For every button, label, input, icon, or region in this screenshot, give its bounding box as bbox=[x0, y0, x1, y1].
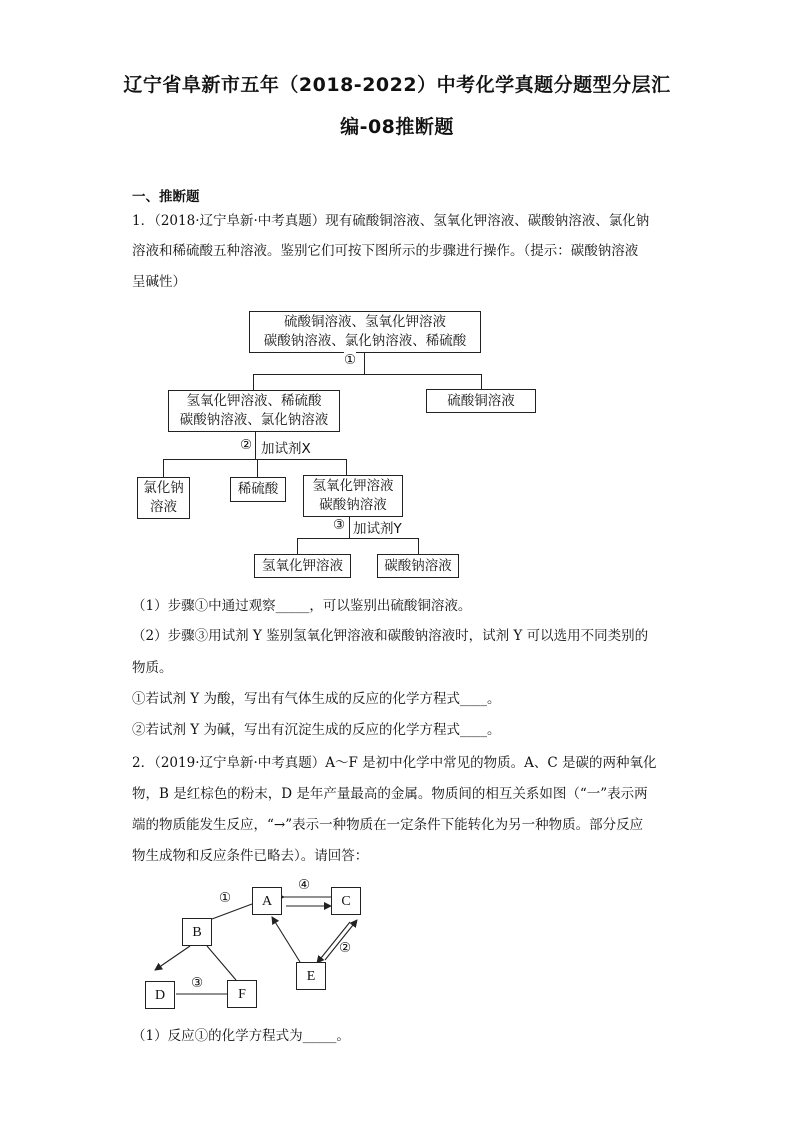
q2-sub1: （1）反应①的化学方程式为_____。 bbox=[132, 1028, 350, 1044]
flow-box-na2co3: 碳酸钠溶液 bbox=[377, 554, 459, 578]
step2-mark: ② bbox=[240, 437, 253, 453]
flow-box-h2so4: 稀硫酸 bbox=[230, 477, 286, 502]
q1-sub2-base: ②若试剂 Y 为碱，写出有沉淀生成的反应的化学方程式____。 bbox=[132, 722, 501, 738]
q1-sub2-line2: 物质。 bbox=[132, 660, 173, 676]
flow-box-koh-na2co3: 氢氧化钾溶液 碳酸钠溶液 bbox=[303, 475, 403, 517]
step3-mark: ③ bbox=[333, 517, 346, 533]
section-heading: 一、推断题 bbox=[132, 189, 200, 205]
node-f: F bbox=[227, 980, 257, 1008]
q2-text-line1: 2．（2019·辽宁阜新·中考真题）A～F 是初中化学中常见的物质。A、C 是碳的两种氧化 bbox=[132, 755, 657, 771]
q2-text-line2: 物，B 是红棕色的粉末，D 是年产量最高的金属。物质间的相互关系如图（“一”表示两 bbox=[132, 786, 648, 802]
arrow-e-to-a bbox=[272, 917, 300, 962]
flow-box-all-solutions: 硫酸铜溶液、氢氧化钾溶液 碳酸钠溶液、氯化钠溶液、稀硫酸 bbox=[249, 311, 481, 353]
q2-text-line3: 端的物质能发生反应，“→”表示一种物质在一定条件下能转化为另一种物质。部分反应 bbox=[132, 817, 644, 833]
q1-text-line3: 呈碱性） bbox=[132, 274, 186, 290]
line-b-a bbox=[212, 904, 252, 919]
reaction-mark-1: ① bbox=[219, 890, 232, 906]
line-b-f bbox=[207, 946, 236, 980]
reaction-mark-2: ② bbox=[339, 940, 352, 956]
reaction-mark-3: ③ bbox=[191, 975, 204, 991]
node-c: C bbox=[331, 887, 361, 915]
flow-box-nacl: 氯化钠 溶液 bbox=[137, 477, 190, 519]
flow-box-cuso4: 硫酸铜溶液 bbox=[426, 389, 536, 413]
reaction-mark-4: ④ bbox=[298, 877, 311, 893]
arrow-b-to-d bbox=[155, 946, 190, 970]
q1-text-line2: 溶液和稀硫酸五种溶液。鉴别它们可按下图所示的步骤进行操作。（提示：碳酸钠溶液 bbox=[132, 243, 639, 259]
flow-box-four-solutions: 氢氧化钾溶液、稀硫酸 碳酸钠溶液、氯化钠溶液 bbox=[168, 390, 340, 432]
q1-sub1: （1）步骤①中通过观察_____，可以鉴别出硫酸铜溶液。 bbox=[132, 598, 472, 614]
node-b: B bbox=[182, 918, 212, 946]
node-a: A bbox=[252, 887, 282, 915]
q1-text-line1: 1．（2018·辽宁阜新·中考真题）现有硫酸铜溶液、氢氧化钾溶液、碳酸钠溶液、氯化钠 bbox=[132, 213, 650, 229]
node-d: D bbox=[145, 981, 175, 1009]
q1-sub2-line1: （2）步骤③用试剂 Y 鉴别氢氧化钾溶液和碳酸钠溶液时，试剂 Y 可以选用不同类别的 bbox=[132, 628, 649, 644]
doc-title-line2: 编-08推断题 bbox=[340, 116, 454, 138]
q1-sub2-acid: ①若试剂 Y 为酸，写出有气体生成的反应的化学方程式____。 bbox=[132, 691, 501, 707]
doc-title-line1: 辽宁省阜新市五年（2018-2022）中考化学真题分题型分层汇 bbox=[123, 74, 671, 96]
q2-text-line4: 物生成物和反应条件已略去）。请回答： bbox=[132, 848, 369, 864]
step1-mark: ① bbox=[344, 352, 357, 368]
flow-box-koh: 氢氧化钾溶液 bbox=[254, 554, 351, 578]
node-e: E bbox=[296, 962, 326, 990]
add-reagent-y: 加试剂Y bbox=[353, 521, 402, 537]
add-reagent-x: 加试剂X bbox=[261, 441, 311, 457]
